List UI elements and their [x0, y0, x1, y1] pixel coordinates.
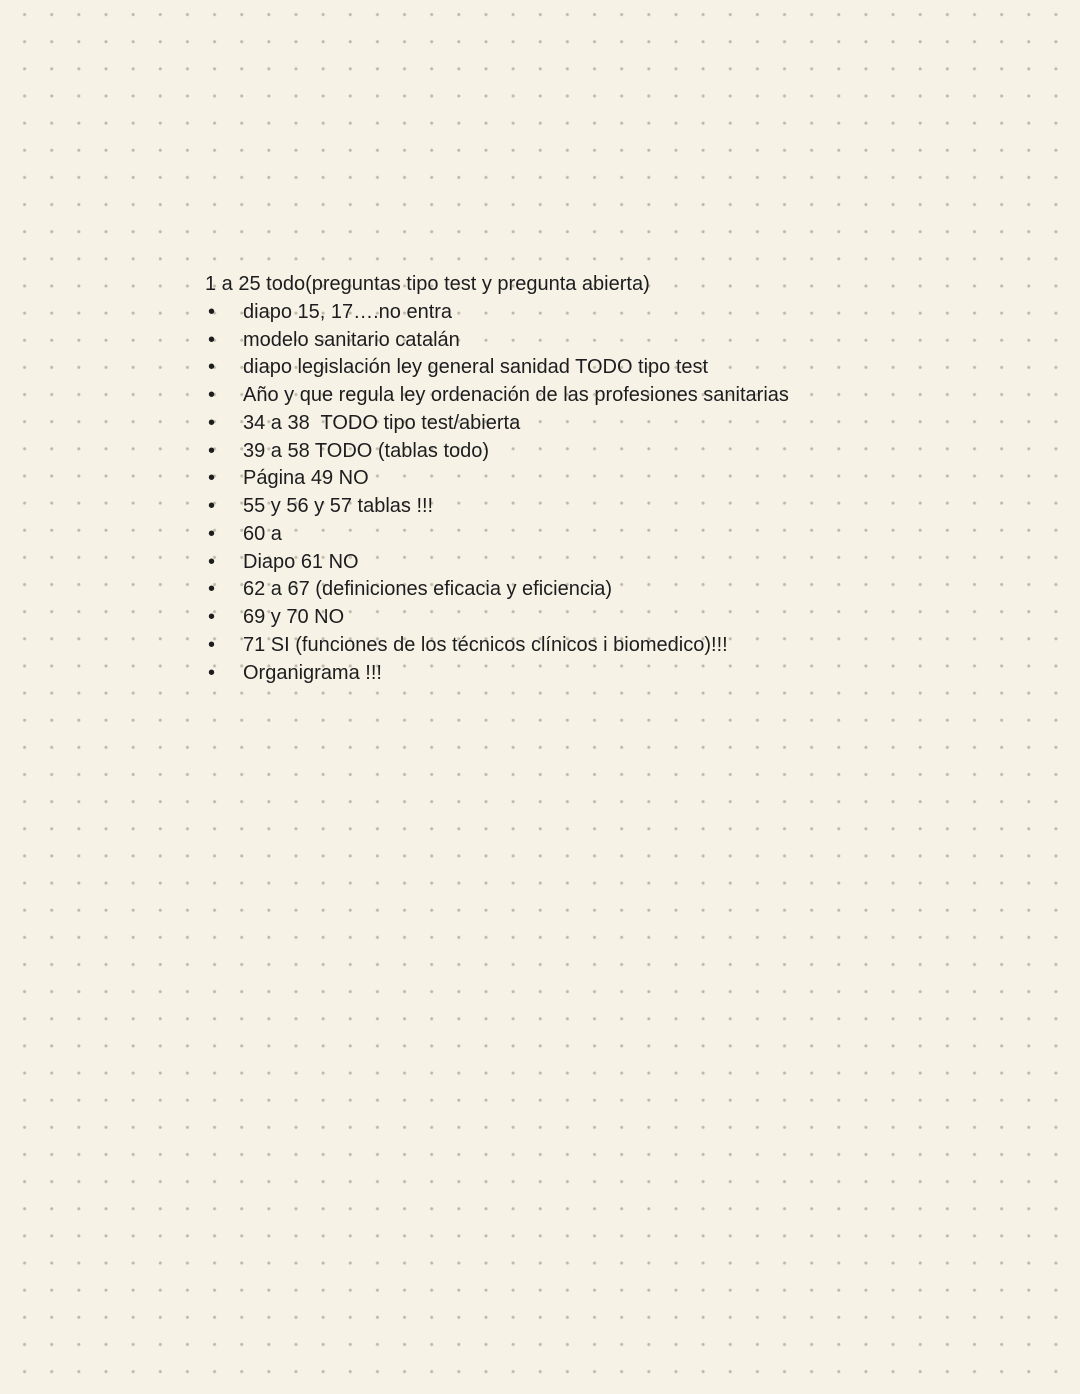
list-item-text: 39 a 58 TODO (tablas todo): [243, 439, 490, 462]
list-item: [205, 382, 1025, 410]
list-item-text: Organigrama !!!: [243, 661, 382, 684]
bullet-marker: •: [208, 522, 216, 545]
intro-line: 1 a 25 todo(preguntas tipo test y pregunta abierta): [205, 273, 650, 295]
list-item-text: 34 a 38 TODO tipo test/abierta: [243, 411, 521, 434]
list-item-text: 62 a 67 (definiciones eficacia y eficiencia): [243, 578, 613, 601]
list-item-text: modelo sanitario catalán: [243, 328, 460, 351]
bullet-marker: •: [208, 633, 216, 656]
list-item: [205, 327, 1025, 355]
list-item-text: Año y que regula ley ordenación de las profesiones sanitarias: [243, 384, 789, 406]
bullet-marker: •: [208, 578, 216, 601]
list-item-text: Diapo 61 NO: [243, 550, 359, 573]
bullet-list: [205, 299, 1025, 688]
list-item: [205, 410, 1025, 438]
list-item: [205, 438, 1025, 466]
list-item: [205, 354, 1025, 382]
list-item-text: 71 SI (funciones de los técnicos clínicos i biomedico)!!!: [243, 633, 728, 656]
bullet-marker: •: [208, 300, 216, 323]
list-item-text: diapo 15, 17….no entra: [243, 300, 453, 323]
bullet-marker: •: [208, 439, 216, 462]
bullet-marker: •: [208, 606, 216, 628]
list-item: [205, 576, 1025, 604]
bullet-marker: •: [208, 356, 216, 379]
list-item: [205, 604, 1025, 632]
list-item: [205, 465, 1025, 493]
bullet-marker: •: [208, 467, 216, 490]
list-item: [205, 493, 1025, 521]
bullet-marker: •: [208, 411, 216, 434]
bullet-marker: •: [208, 550, 216, 573]
note-text-block: [205, 271, 1025, 687]
list-item: [205, 521, 1025, 549]
list-item: [205, 299, 1025, 327]
bullet-marker: •: [208, 328, 216, 351]
list-item: [205, 549, 1025, 577]
list-item: [205, 632, 1025, 660]
list-item-text: 60 a: [243, 522, 282, 545]
list-item-text: 55 y 56 y 57 tablas !!!: [243, 495, 434, 517]
list-item-text: diapo legislación ley general sanidad TODO tipo test: [243, 356, 709, 379]
list-item-text: Página 49 NO: [243, 467, 369, 490]
bullet-marker: •: [208, 384, 216, 406]
bullet-marker: •: [208, 495, 216, 517]
list-item: [205, 660, 1025, 688]
list-item-text: 69 y 70 NO: [243, 606, 345, 628]
bullet-marker: •: [208, 661, 216, 684]
